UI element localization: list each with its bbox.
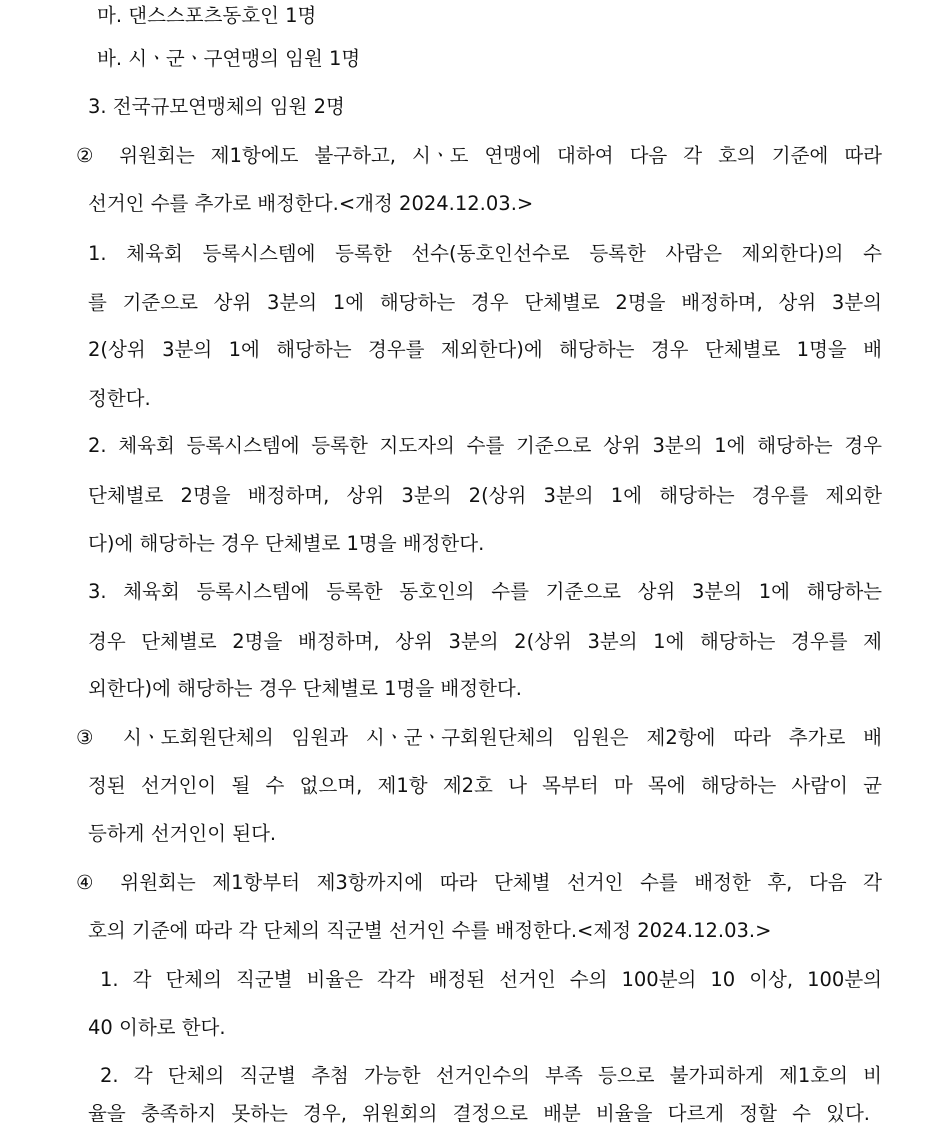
clause-1-line-3: 2(상위 3분의 1에 해당하는 경우를 제외한다)에 해당하는 경우 단체별로 1명을 배	[88, 338, 882, 361]
clause-3-line-1: 3. 체육회 등록시스템에 등록한 동호인의 수를 기준으로 상위 3분의 1에 해당하는	[88, 580, 882, 603]
item-ma-dance-sport-club: 마. 댄스스포츠동호인 1명	[97, 4, 317, 27]
paragraph-4-line-1: ④ 위원회는 제1항부터 제3항까지에 따라 단체별 선거인 수를 배정한 후, 다음 각	[76, 871, 882, 894]
clause-2-line-3: 다)에 해당하는 경우 단체별로 1명을 배정한다.	[88, 532, 485, 555]
clause-1-line-4: 정한다.	[88, 387, 151, 410]
clause-3-line-3: 외한다)에 해당하는 경우 단체별로 1명을 배정한다.	[88, 677, 522, 700]
sub-clause-2-line-1: 2. 각 단체의 직군별 추첨 가능한 선거인수의 부족 등으로 불가피하게 제1호의 비	[100, 1064, 882, 1087]
clause-1-line-1: 1. 체육회 등록시스템에 등록한 선수(동호인선수로 등록한 사람은 제외한다)의 수	[88, 242, 882, 265]
sub-clause-1-line-2: 40 이하로 한다.	[88, 1016, 226, 1039]
paragraph-3-line-1: ③ 시ㆍ도회원단체의 임원과 시ㆍ군ㆍ구회원단체의 임원은 제2항에 따라 추가로 배	[76, 726, 882, 749]
clause-2-line-1: 2. 체육회 등록시스템에 등록한 지도자의 수를 기준으로 상위 3분의 1에 해당하는 경우	[88, 434, 882, 457]
clause-2-line-2: 단체별로 2명을 배정하며, 상위 3분의 2(상위 3분의 1에 해당하는 경우를 제외한	[88, 484, 882, 507]
sub-clause-2-line-2: 율을 충족하지 못하는 경우, 위원회의 결정으로 배분 비율을 다르게 정할 수 있다.	[88, 1102, 870, 1125]
clause-3-line-2: 경우 단체별로 2명을 배정하며, 상위 3분의 2(상위 3분의 1에 해당하는 경우를 제	[88, 630, 882, 653]
paragraph-4-line-2: 호의 기준에 따라 각 단체의 직군별 선거인 수를 배정한다.<제정 2024.12.03.>	[88, 919, 772, 942]
item-3-national-federation: 3. 전국규모연맹체의 임원 2명	[88, 95, 345, 118]
sub-clause-1-line-1: 1. 각 단체의 직군별 비율은 각각 배정된 선거인 수의 100분의 10 이상, 100분의	[100, 968, 882, 991]
paragraph-3-line-3: 등하게 선거인이 된다.	[88, 822, 277, 845]
paragraph-2-line-1: ② 위원회는 제1항에도 불구하고, 시ㆍ도 연맹에 대하여 다음 각 호의 기준에 따라	[76, 144, 882, 167]
clause-1-line-2: 를 기준으로 상위 3분의 1에 해당하는 경우 단체별로 2명을 배정하며, 상위 3분의	[88, 291, 882, 314]
item-ba-city-county-officer: 바. 시ㆍ군ㆍ구연맹의 임원 1명	[97, 47, 361, 70]
paragraph-2-line-2: 선거인 수를 추가로 배정한다.<개정 2024.12.03.>	[88, 192, 534, 215]
paragraph-3-line-2: 정된 선거인이 될 수 없으며, 제1항 제2호 나 목부터 마 목에 해당하는 사람이 균	[88, 774, 882, 797]
